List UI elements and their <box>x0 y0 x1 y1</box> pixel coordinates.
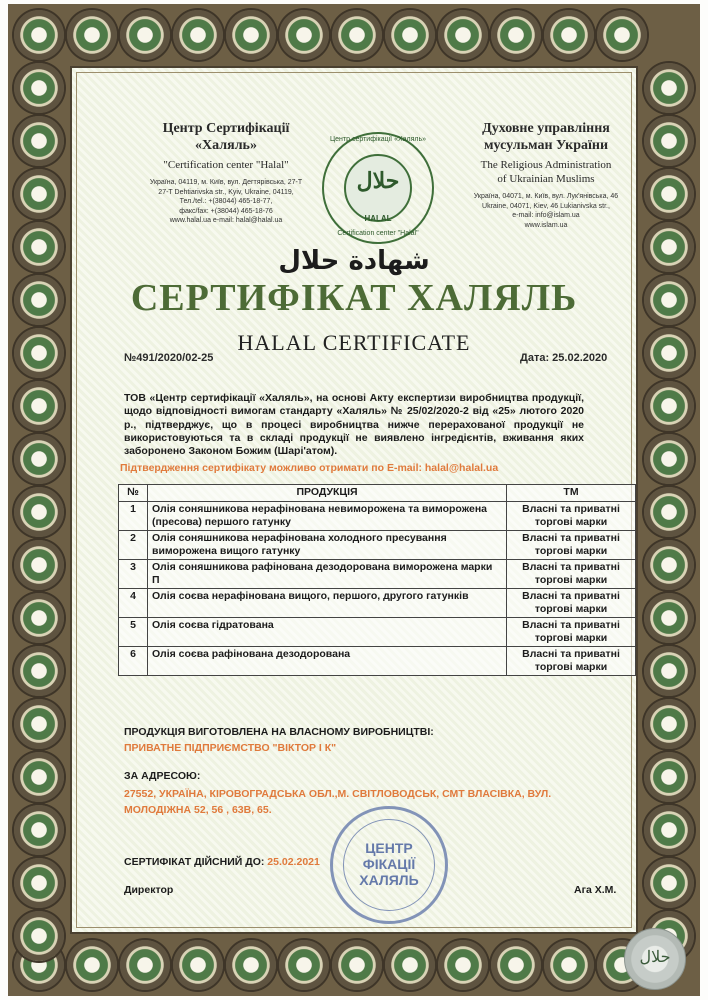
issuer-address <box>126 178 326 226</box>
table-row <box>119 502 636 531</box>
producer-label: ПРОДУКЦІЯ ВИГОТОВЛЕНА НА ВЛАСНОМУ ВИРОБНИЦТВІ: <box>124 726 434 738</box>
authority-address <box>458 192 634 230</box>
address-label: ЗА АДРЕСОЮ: <box>124 770 201 782</box>
row-number: 5 <box>119 618 148 647</box>
row-number: 4 <box>119 589 148 618</box>
validity-label: СЕРТИФІКАТ ДІЙСНИЙ ДО: <box>124 856 265 868</box>
subtitle: HALAL CERTIFICATE <box>237 330 471 355</box>
col-header-number: № <box>119 485 148 502</box>
border-rosette <box>644 699 694 749</box>
product-name: Олія соєва рафінована дезодорована <box>148 647 507 676</box>
border-rosette <box>279 10 329 60</box>
border-rosette <box>14 646 64 696</box>
border-rosette <box>14 540 64 590</box>
border-rosette <box>120 10 170 60</box>
border-rosette <box>644 381 694 431</box>
border-rosette <box>120 940 170 990</box>
address-line2: МОЛОДІЖНА 52, 56 , 63В, 65. <box>124 804 272 816</box>
address-line1: 27552, УКРАЇНА, КІРОВОГРАДСЬКА ОБЛ.,М. СВІТЛОВОДСЬК, СМТ ВЛАСІВКА, ВУЛ. <box>124 788 552 800</box>
border-rosette <box>14 805 64 855</box>
authority-name-line2: мусульман України <box>483 138 609 153</box>
border-rosette <box>491 10 541 60</box>
border-rosette <box>14 116 64 166</box>
table-row <box>119 589 636 618</box>
product-name: Олія соняшникова рафінована дезодорована виморожена марки П <box>148 560 507 589</box>
certificate-number: №491/2020/02-25 <box>124 352 214 364</box>
border-rosette <box>14 63 64 113</box>
border-rosette <box>226 10 276 60</box>
border-rosette <box>14 169 64 219</box>
table-row <box>119 618 636 647</box>
border-rosette <box>438 940 488 990</box>
hologram-seal <box>624 928 686 990</box>
border-rosette <box>385 10 435 60</box>
issuer-name <box>126 120 326 154</box>
issuer-name-line1: Центр Сертифікації <box>162 121 290 136</box>
border-rosette <box>173 940 223 990</box>
border-rosette <box>14 858 64 908</box>
authority-name-en <box>458 158 634 186</box>
border-rosette <box>67 10 117 60</box>
issuer-name-en: "Certification center "Halal" <box>163 159 289 171</box>
validity <box>124 856 320 868</box>
issuer-web-email: www.halal.ua e-mail: halal@halal.ua <box>169 217 283 224</box>
issuer-address-line: 27-T Dehtiarivska str., Kyiv, Ukraine, 04119, <box>158 188 294 196</box>
stamp-line: ФІКАЦІЇ <box>362 856 416 872</box>
row-number: 3 <box>119 560 148 589</box>
trademark: Власні та приватні торгові марки <box>507 560 636 589</box>
issuer-fax: факс/fax: +(38044) 465-18-76 <box>179 207 273 215</box>
authority-email: e-mail: info@islam.ua <box>512 212 580 219</box>
border-rosette <box>644 646 694 696</box>
logo-text-top: Центр сертифікації «Халяль» <box>329 136 427 143</box>
row-number: 6 <box>119 647 148 676</box>
table-row <box>119 560 636 589</box>
trademark: Власні та приватні торгові марки <box>507 647 636 676</box>
border-rosette <box>279 940 329 990</box>
border-rosette <box>544 940 594 990</box>
border-rosette <box>644 434 694 484</box>
table-header-row <box>119 485 636 502</box>
trademark: Власні та приватні торгові марки <box>507 531 636 560</box>
authority-address-line: Ukraine, 04071, Kiev, 46 Lukianivska str., <box>482 202 610 210</box>
border-rosette <box>14 10 64 60</box>
logo-text-halal: HALAL <box>364 214 392 223</box>
table-row <box>119 531 636 560</box>
border-rosette <box>14 434 64 484</box>
product-name: Олія соняшникова нерафінована невиморожена та виморожена (пресова) першого гатунку <box>148 502 507 531</box>
border-rosette <box>644 593 694 643</box>
border-rosette <box>14 911 64 961</box>
row-number: 1 <box>119 502 148 531</box>
border-rosette <box>438 10 488 60</box>
table-row <box>119 647 636 676</box>
logo-arabic-glyph: حلال <box>356 168 400 194</box>
authority-address-line: Україна, 04071, м. Київ, вул. Лук'янівська, 46 <box>473 193 619 200</box>
main-title: СЕРТИФІКАТ ХАЛЯЛЬ <box>130 277 578 319</box>
issuer-phone: Тел./tel.: +(38044) 465-18-77, <box>179 198 273 205</box>
border-rosette <box>14 752 64 802</box>
stamp-text <box>330 840 448 888</box>
border-rosette <box>67 940 117 990</box>
issuer-address-line: Україна, 04119, м. Київ, вул. Дегтярівська, 27-Т <box>149 179 303 186</box>
halal-logo <box>322 132 434 244</box>
border-rosette <box>14 381 64 431</box>
authority-block <box>458 120 634 230</box>
border-rosette <box>597 10 647 60</box>
arabic-title: شهادة حلال <box>278 246 430 276</box>
border-rosette <box>385 940 435 990</box>
border-rosette <box>332 940 382 990</box>
border-rosette <box>491 940 541 990</box>
authority-name-en-line1: The Religious Administration <box>480 159 612 171</box>
border-rosette <box>544 10 594 60</box>
border-rosette <box>226 940 276 990</box>
trademark: Власні та приватні торгові марки <box>507 589 636 618</box>
authority-web: www.islam.ua <box>524 221 568 229</box>
validity-date: 25.02.2021 <box>267 856 320 868</box>
certification-statement: ТОВ «Центр сертифікації «Халяль», на основі Акту експертизи виробництва продукції, щодо відповідності вимогам стандарту «Халяль» № 25/02/2020-2 від «25» лютого 2020 р., підтверджує, що в процесі виробництва нижче перерахованої продукції не використовуються та в складі продукції не виявлено інгредієнтів, вживання яких заборонено Законом Божим (Шарі'атом). <box>124 392 584 458</box>
border-rosette <box>173 10 223 60</box>
border-rosette <box>14 593 64 643</box>
border-rosette <box>644 63 694 113</box>
certificate-date: Дата: 25.02.2020 <box>520 352 608 364</box>
stamp-line: ХАЛЯЛЬ <box>359 872 419 888</box>
border-rosette <box>644 116 694 166</box>
border-rosette <box>644 540 694 590</box>
authority-name-line1: Духовне управління <box>482 121 610 136</box>
col-header-product: ПРОДУКЦІЯ <box>148 485 507 502</box>
director-label: Директор <box>124 884 174 896</box>
product-name: Олія соєва гідратована <box>148 618 507 647</box>
border-rosette <box>332 10 382 60</box>
product-name: Олія соняшникова нерафінована холодного пресування виморожена вищого гатунку <box>148 531 507 560</box>
producer-name: ПРИВАТНЕ ПІДПРИЄМСТВО "ВІКТОР І К" <box>124 742 337 754</box>
row-number: 2 <box>119 531 148 560</box>
issuer-block <box>126 120 326 226</box>
trademark: Власні та приватні торгові марки <box>507 502 636 531</box>
authority-name-en-line2: of Ukrainian Muslims <box>497 173 595 185</box>
product-name: Олія соєва нерафінована вищого, першого, другого гатунків <box>148 589 507 618</box>
border-rosette <box>644 858 694 908</box>
hologram-glyph: حلال <box>639 947 671 966</box>
products-table <box>118 484 636 676</box>
border-rosette <box>644 805 694 855</box>
border-rosette <box>14 699 64 749</box>
border-rosette <box>14 487 64 537</box>
col-header-trademark: ТМ <box>507 485 636 502</box>
stamp-line: ЦЕНТР <box>365 840 413 856</box>
issuer-name-line2: «Халяль» <box>195 138 257 153</box>
logo-text-bottom: Certification center "Halal" <box>337 230 419 237</box>
director-name: Ага Х.М. <box>574 884 617 896</box>
trademark: Власні та приватні торгові марки <box>507 618 636 647</box>
authority-name <box>458 120 634 154</box>
border-rosette <box>644 487 694 537</box>
verification-note: Підтвердження сертифікату можливо отримати по E-mail: halal@halal.ua <box>120 462 499 474</box>
border-rosette <box>644 752 694 802</box>
border-rosette <box>644 169 694 219</box>
